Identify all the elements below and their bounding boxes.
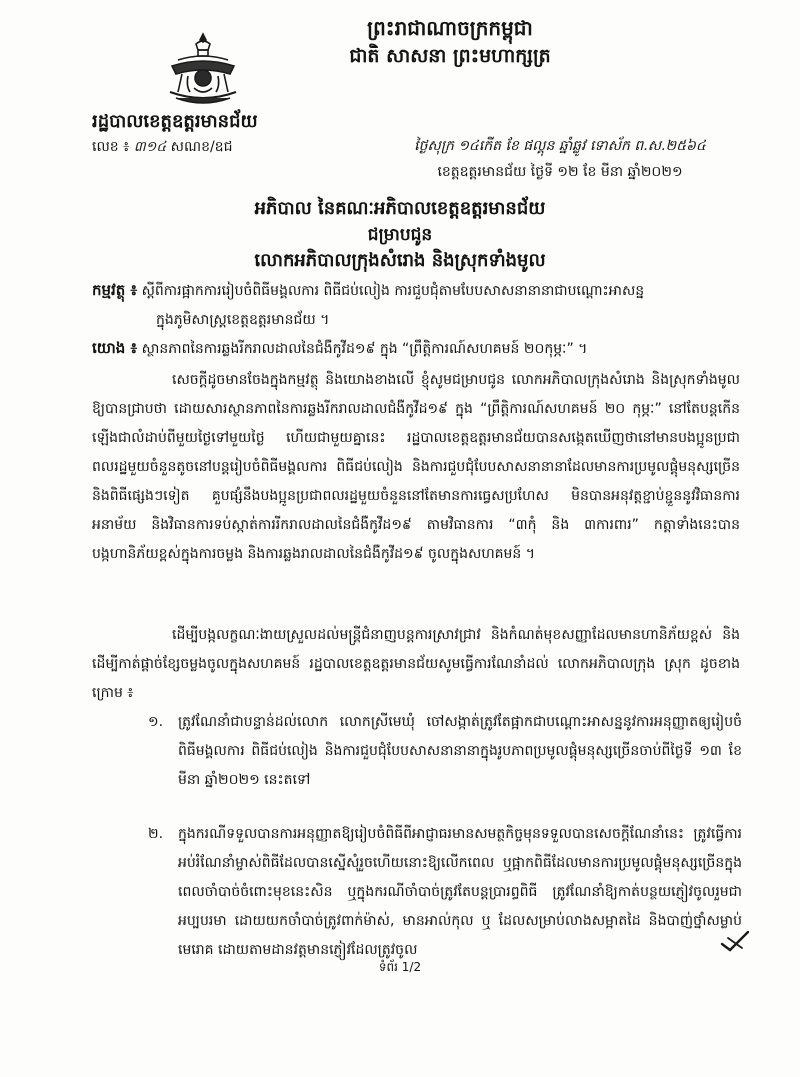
date-block <box>380 133 740 185</box>
subject-label: កម្មវត្ថុ ៖ <box>92 281 138 299</box>
kingdom-name: ព្រះរាជាណាចក្រកម្ពុជា <box>367 16 533 40</box>
ref-suffix: សណខ/ឧជ <box>170 139 233 155</box>
reference-text: ស្ថានភាពនៃការឆ្លងរីករាលដាលនៃជំងឺកូវីដ១៩ ក្នុង “ព្រឹត្តិការណ៍សហគមន៍ ២០កុម្ភៈ” ។ <box>141 341 588 357</box>
subject-line-1: ស្តីពីការផ្អាកការរៀបចំពិធីមង្គលការ ពិធីជប់លៀង ការជួបជុំតាមបែបសាសនានានាជាបណ្តោះអាសន្ន <box>141 283 645 299</box>
body-paragraph-2: ដើម្បីបង្កលក្ខណៈងាយស្រួលដល់មន្ត្រីជំនាញបន្តការស្រាវជ្រាវ និងកំណត់មុខសញ្ញាដែលមានហានិភ័យខ្ពស់ និងដើម្បីកាត់ផ្តាច់ខ្សែចម្លងចូលក្នុងសហគមន៍ រដ្ឋបាលខេត្តឧត្តរមានជ័យសូមធ្វើការណែនាំដល់ លោកអភិបាលក្រុង ស្រុក ដូចខាងក្រោម ៖ <box>92 627 740 701</box>
kingdom-header <box>300 14 600 70</box>
reference-number <box>92 136 312 158</box>
solar-date: ខេត្តឧត្តរមានជ័យ ថ្ងៃទី ១២ ខែ មីនា ឆ្នាំ២០២១ <box>437 164 683 180</box>
subject-line-2: ក្នុងភូមិសាស្ត្រខេត្តឧត្តរមានជ័យ ។ <box>156 312 330 328</box>
lunar-date: ថ្ងៃសុក្រ ១៤កើត ខែ ផល្គុន ឆ្នាំឆ្លូវ ទោស័ក ព.ស.២៥៦៤ <box>414 138 706 154</box>
subject-section <box>92 276 740 335</box>
national-motto: ជាតិ សាសនា ព្រះមហាក្សត្រ <box>349 45 551 67</box>
salutation: ជម្រាបជូន <box>367 225 433 245</box>
page-number: ទំព័រ 1/2 <box>378 960 422 974</box>
royal-emblem-icon <box>158 30 248 108</box>
recipient-title: លោកអភិបាលក្រុងសំរោង និងស្រុកទាំងមូល <box>254 250 546 271</box>
list-item <box>148 820 742 965</box>
list-item-text: ក្នុងករណីទទួលបានការអនុញ្ញាតឱ្យរៀបចំពិធីពីអាជ្ញាធរមានសមត្ថកិច្ចមុនទទួលបានសេចក្តីណែនាំនេះ ត្រូវធ្វើការអប់រំណែនាំម្ចាស់ពិធីដែលបានស្នើសុំរួចហើយនោះឱ្យលើកពេល ឬផ្អាកពិធីដែលមានការប្រមូលផ្តុំមនុស្សច្រើនក្នុងពេលចាំបាច់ចំពោះមុខនេះសិន ឬក្នុងករណីចាំបាច់ត្រូវតែបន្តប្រារព្ធពិធី ត្រូវណែនាំឱ្យកាត់បន្ថយភ្ញៀវចូលរួមជាអប្បបរមា ដោយយកចាំបាច់ត្រូវពាក់ម៉ាស់, មានអាល់កុល ឬ ដែលសម្រាប់លាងសម្អាតដៃ និងបាញ់ថ្នាំសម្លាប់មេរោគ ដោយតាមដានវត្តមានភ្ញៀវដែលត្រូវចូល <box>178 826 742 958</box>
ref-number-handwritten: ៣១៤ <box>133 139 167 155</box>
letter-title <box>150 196 650 274</box>
list-item-number: ២. <box>148 826 164 842</box>
list-item-text: ត្រូវណែនាំជាបន្ទាន់ដល់លោក លោកស្រីមេឃុំ ចៅសង្កាត់ត្រូវតែផ្អាកជាបណ្តោះអាសន្ននូវការអនុញ្ញាតឲ្យរៀបចំពិធីមង្គលការ ពិធីជប់លៀង និងការជួបជុំបែបសាសនានានាក្នុងរូបភាពប្រមូលផ្តុំមនុស្សច្រើនចាប់ពីថ្ងៃទី ១៣ ខែមីនា ឆ្នាំ២០២១ នេះតទៅ <box>178 714 742 788</box>
list-item <box>148 708 742 795</box>
sender-title: អភិបាល នៃគណៈអភិបាលខេត្តឧត្តរមានជ័យ <box>254 198 546 219</box>
ref-label: លេខ ៖ <box>92 139 130 155</box>
initial-mark-icon <box>718 928 758 954</box>
list-item-number: ១. <box>148 714 164 730</box>
reference-label: យោង ៖ <box>92 339 138 357</box>
body-paragraph-1: សេចក្តីដូចមានចែងក្នុងកម្មវត្ថុ និងយោងខាងលើ ខ្ញុំសូមជម្រាបជូន លោកអភិបាលក្រុងសំរោង និងស្រុកទាំងមូល ឱ្យបានជ្រាបថា ដោយសារស្ថានភាពនៃការឆ្លងរីករាលដាលជំងឺកូវីដ១៩ ក្នុង “ព្រឹត្តិការណ៍សហគមន៍ ២០ កុម្ភៈ” នៅតែបន្តកើនឡើងជាលំដាប់ពីមួយថ្ងៃទៅមួយថ្ងៃ ហើយជាមួយគ្នានេះ រដ្ឋបាលខេត្តឧត្តរមានជ័យបានសង្កេតឃើញថានៅមានបងប្អូនប្រជាពលរដ្ឋមួយចំនួនតូចនៅបន្តរៀបចំពិធីមង្គលការ ពិធីជប់លៀង និងការជួបជុំបែបសាសនានានាដែលមានការប្រមូលផ្តុំមនុស្សច្រើន និងពិធីផ្សេងៗទៀត គួបផ្សំនឹងបងប្អូនប្រជាពលរដ្ឋមួយចំនួននៅតែមានការធ្វេសប្រហែស មិនបានអនុវត្តខ្ជាប់ខ្ជួននូវវិធានការអនាម័យ និងវិធានការទប់ស្កាត់ការរីករាលដាលនៃជំងឺកូវីដ១៩ តាមវិធានការ “៣កុំ និង ៣ការពារ” កត្តាទាំងនេះបានបង្កហានិភ័យខ្ពស់ក្នុងការចម្លង និងការឆ្លងរាលដាលនៃជំងឺកូវីដ១៩ ចូលក្នុងសហគមន៍ ។ <box>92 372 740 562</box>
reference-section <box>92 334 740 364</box>
issuing-authority: រដ្ឋបាលខេត្តឧត្តរមានជ័យ <box>92 111 258 132</box>
